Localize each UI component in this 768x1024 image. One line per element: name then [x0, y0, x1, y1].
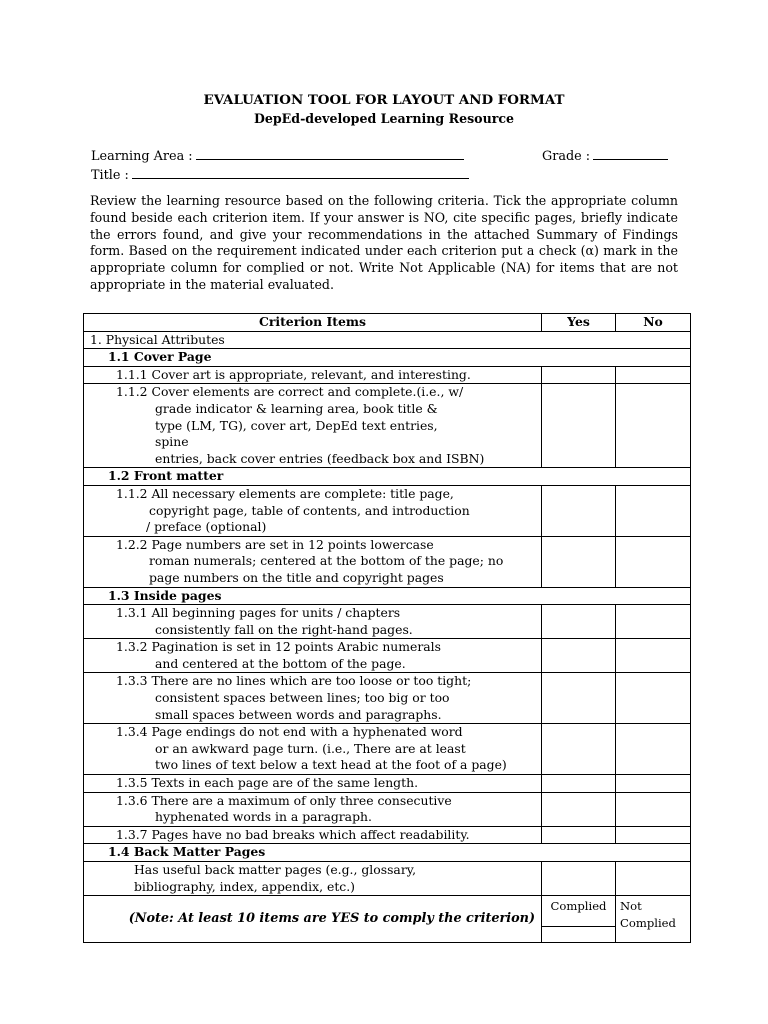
criterion-1-3-4: [84, 724, 542, 775]
table-row: [84, 673, 691, 724]
yes-cell[interactable]: [542, 384, 616, 468]
criterion-line: spine: [155, 434, 189, 450]
table-row: [84, 724, 691, 775]
no-cell[interactable]: [616, 485, 691, 536]
criterion-line: hyphenated words in a paragraph.: [155, 809, 372, 825]
criterion-line: small spaces between words and paragraphs.: [155, 706, 442, 722]
criterion-header: Criterion Items: [84, 314, 542, 332]
no-cell[interactable]: [616, 792, 691, 826]
yes-cell[interactable]: [542, 862, 616, 896]
learning-area-blank[interactable]: [196, 146, 464, 160]
criterion-line: type (LM, TG), cover art, DepEd text entries,: [155, 417, 438, 433]
no-cell[interactable]: [616, 536, 691, 587]
document-title: EVALUATION TOOL FOR LAYOUT AND FORMAT: [203, 92, 565, 108]
section-cover-page: 1.1 Cover Page: [84, 349, 691, 367]
no-cell[interactable]: [616, 826, 691, 844]
title-blank[interactable]: [132, 165, 469, 179]
learning-area-field: [91, 146, 464, 164]
learning-area-label: Learning Area :: [91, 149, 193, 164]
title-field: [91, 165, 469, 183]
criterion-1-2-2: [84, 536, 542, 587]
yes-cell[interactable]: [542, 826, 616, 844]
criterion-1-4: [84, 862, 542, 896]
yes-cell[interactable]: [542, 775, 616, 793]
criterion-line: 1.3.6 There are a maximum of only three consecutive: [116, 792, 452, 808]
yes-cell[interactable]: [542, 485, 616, 536]
criterion-line: two lines of text below a text head at the foot of a page): [155, 757, 507, 773]
criterion-line: / preface (optional): [146, 519, 267, 535]
category-physical-attributes: 1. Physical Attributes: [84, 331, 691, 349]
grade-field: [542, 146, 668, 164]
criterion-line: bibliography, index, appendix, etc.): [134, 878, 356, 894]
criterion-line: Has useful back matter pages (e.g., glossary,: [134, 862, 417, 877]
criterion-1-3-1: [84, 605, 542, 639]
criterion-line: 1.3.4 Page endings do not end with a hyphenated word: [116, 724, 463, 740]
section-row: [84, 349, 691, 367]
criterion-line: 1.3.2 Pagination is set in 12 points Arabic numerals: [116, 639, 441, 655]
table-row: [84, 862, 691, 896]
table-row: [84, 384, 691, 468]
section-back-matter: 1.4 Back Matter Pages: [84, 844, 691, 862]
criterion-1-3-6: [84, 792, 542, 826]
yes-header: Yes: [542, 314, 616, 332]
yes-cell[interactable]: [542, 724, 616, 775]
section-row: [84, 587, 691, 605]
grade-blank[interactable]: [593, 146, 668, 160]
criterion-line: 1.2.2 Page numbers are set in 12 points lowercase: [116, 536, 434, 552]
yes-cell[interactable]: [542, 792, 616, 826]
section-front-matter: 1.2 Front matter: [84, 468, 691, 486]
criterion-1-2-1: [84, 485, 542, 536]
no-header: No: [616, 314, 691, 332]
yes-cell[interactable]: [542, 366, 616, 384]
criterion-line: page numbers on the title and copyright pages: [149, 569, 444, 585]
grade-label: Grade :: [542, 149, 591, 164]
evaluation-table: [83, 313, 691, 943]
criterion-1-1-2: [84, 384, 542, 468]
criterion-1-1-1: 1.1.1 Cover art is appropriate, relevant, and interesting.: [84, 366, 542, 384]
compliance-note: (Note: At least 10 items are YES to comply the criterion): [84, 896, 542, 943]
category-row: [84, 331, 691, 349]
complied-cell[interactable]: [542, 927, 616, 943]
document-subtitle: DepEd-developed Learning Resource: [253, 111, 515, 126]
section-row: [84, 468, 691, 486]
table-row: [84, 775, 691, 793]
criterion-line: or an awkward page turn. (i.e., There are at least: [155, 740, 466, 756]
criterion-line: 1.1.2 Cover elements are correct and complete.(i.e., w/: [116, 384, 464, 400]
table-row: [84, 639, 691, 673]
table-row: [84, 536, 691, 587]
complied-label: Complied: [542, 896, 616, 927]
criterion-1-3-3: [84, 673, 542, 724]
table-row: [84, 792, 691, 826]
no-cell[interactable]: [616, 366, 691, 384]
criterion-line: consistent spaces between lines; too big or too: [155, 690, 450, 706]
no-cell[interactable]: [616, 605, 691, 639]
yes-cell[interactable]: [542, 673, 616, 724]
criterion-line: consistently fall on the right-hand pages.: [155, 621, 413, 637]
no-cell[interactable]: [616, 724, 691, 775]
criterion-1-3-5: 1.3.5 Texts in each page are of the same length.: [84, 775, 542, 793]
criterion-1-3-2: [84, 639, 542, 673]
summary-row: [84, 896, 691, 927]
no-cell[interactable]: [616, 862, 691, 896]
table-row: [84, 605, 691, 639]
table-header-row: [84, 314, 691, 332]
no-cell[interactable]: [616, 639, 691, 673]
criterion-line: 1.3.1 All beginning pages for units / chapters: [116, 605, 401, 621]
criterion-1-3-7: 1.3.7 Pages have no bad breaks which affect readability.: [84, 826, 542, 844]
table-row: [84, 826, 691, 844]
section-row: [84, 844, 691, 862]
criterion-line: copyright page, table of contents, and introduction: [149, 502, 470, 518]
yes-cell[interactable]: [542, 536, 616, 587]
criterion-line: 1.1.2 All necessary elements are complete: title page,: [116, 485, 454, 501]
yes-cell[interactable]: [542, 639, 616, 673]
title-label: Title :: [91, 168, 129, 183]
criterion-line: roman numerals; centered at the bottom of the page; no: [149, 553, 504, 569]
no-cell[interactable]: [616, 384, 691, 468]
criterion-line: entries, back cover entries (feedback box and ISBN): [155, 450, 485, 466]
table-row: [84, 366, 691, 384]
no-cell[interactable]: [616, 673, 691, 724]
criterion-line: 1.3.3 There are no lines which are too loose or too tight;: [116, 673, 472, 689]
no-cell[interactable]: [616, 775, 691, 793]
instructions-paragraph: Review the learning resource based on the following criteria. Tick the appropriate column found beside each criterion item. If your answer is NO, cite specific pages, briefly indicate the errors found, and give your recommendations in the attached Summary of Findings form. Based on the requirement indicated under each criterion put a check (α) mark in the appropriate column for complied or not. Write Not Applicable (NA) for items that are not appropriate in the material evaluated.: [90, 193, 678, 292]
not-complied-label: Not Complied: [616, 896, 691, 943]
criterion-line: grade indicator & learning area, book title &: [155, 400, 438, 416]
criterion-line: and centered at the bottom of the page.: [155, 655, 406, 671]
table-row: [84, 485, 691, 536]
yes-cell[interactable]: [542, 605, 616, 639]
section-inside-pages: 1.3 Inside pages: [84, 587, 691, 605]
